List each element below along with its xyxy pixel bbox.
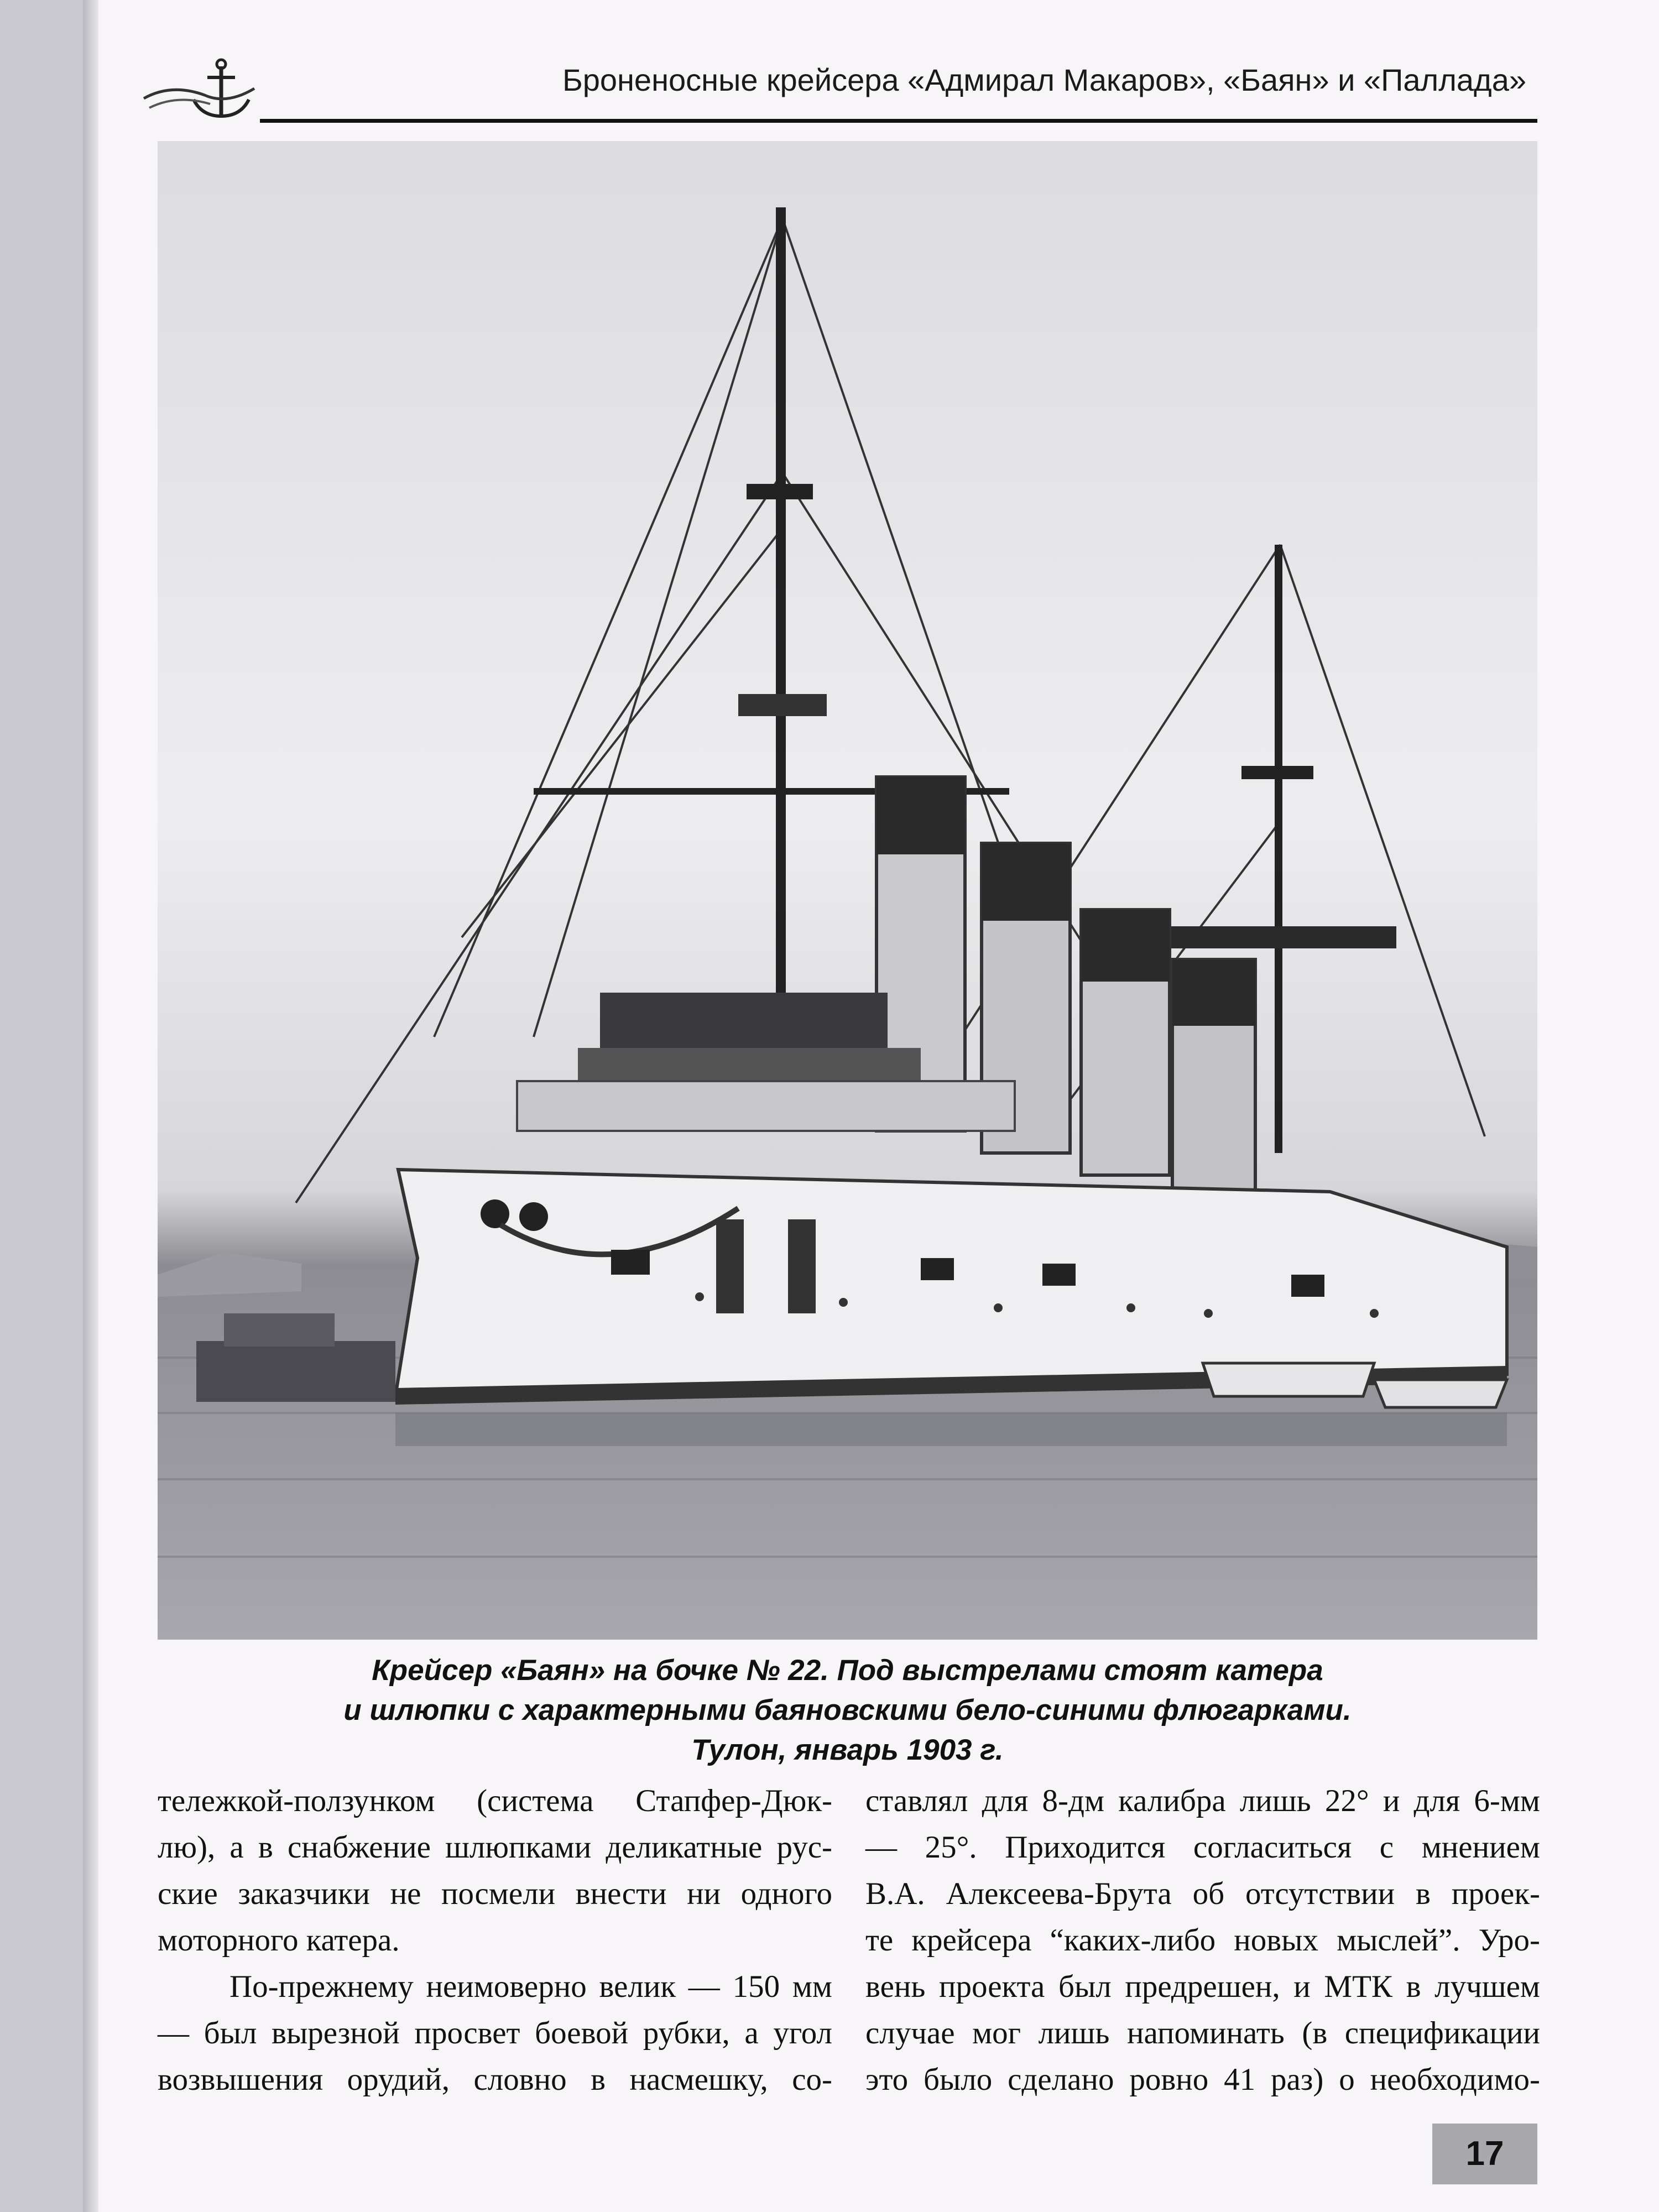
text-line: моторного катера. <box>158 1923 400 1958</box>
caption-line: и шлюпки с характерными баяновскими бело-синими флюгарками. <box>343 1694 1352 1726</box>
caption-line: Тулон, январь 1903 г. <box>691 1734 1004 1766</box>
body-column-right <box>865 1778 1540 2103</box>
text-line: — был вырезной просвет боевой рубки, а угол <box>158 2016 832 2051</box>
cruiser-photo <box>158 141 1537 1640</box>
text-line: те крейсера “каких-либо новых мыслей”. Уро- <box>865 1923 1540 1958</box>
text-line: По-прежнему неимоверно велик — 150 мм <box>229 1969 832 2004</box>
text-line: ские заказчики не посмели внести ни одного <box>158 1876 832 1911</box>
anchor-icon <box>138 55 265 127</box>
caption-line: Крейсер «Баян» на бочке № 22. Под выстрелами стоят катера <box>372 1654 1323 1687</box>
running-header: Броненосные крейсера «Адмирал Макаров», «Баян» и «Паллада» <box>562 62 1526 97</box>
photo-caption <box>158 1651 1537 1770</box>
text-line: вень проекта был предрешен, и МТК в лучшем <box>865 1969 1540 2004</box>
text-line: лю), а в снабжение шлюпками деликатные рус- <box>158 1830 832 1865</box>
cruiser-illustration <box>158 141 1537 1640</box>
text-line: возвышения орудий, словно в насмешку, со- <box>158 2062 832 2097</box>
header-rule <box>260 119 1537 123</box>
text-line: — 25°. Приходится согласиться с мнением <box>865 1830 1540 1865</box>
text-line: случае мог лишь напоминать (в спецификации <box>865 2016 1540 2051</box>
page-number: 17 <box>1432 2124 1537 2184</box>
page-gutter <box>83 0 98 2212</box>
text-line: это было сделано ровно 41 раз) о необходимо- <box>865 2062 1540 2097</box>
text-line: тележкой-ползунком (система Стапфер-Дюк- <box>158 1783 832 1818</box>
text-line: ставлял для 8-дм калибра лишь 22° и для 6-мм <box>865 1783 1540 1818</box>
text-line: В.А. Алексеева-Брута об отсутствии в проек- <box>865 1876 1540 1911</box>
body-column-left <box>158 1778 832 2103</box>
